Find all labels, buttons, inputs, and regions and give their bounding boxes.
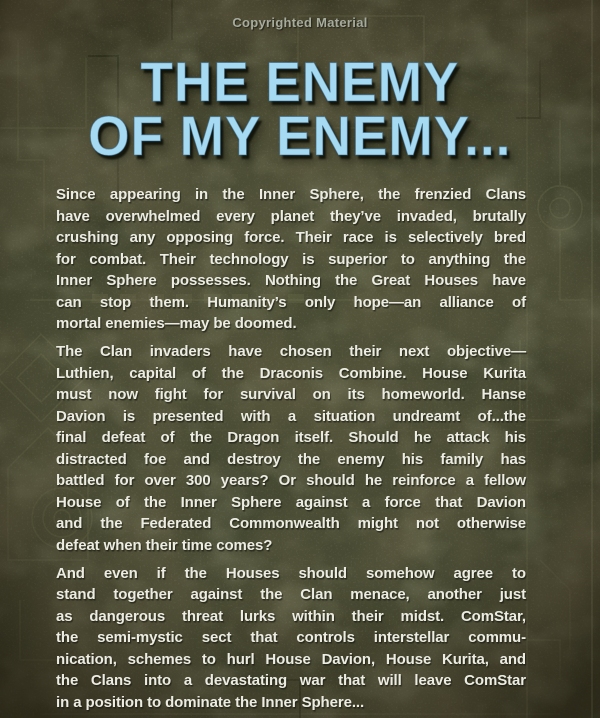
text-line: Luthien, capital of the Draconis Combine. House Kurita — [56, 364, 526, 382]
text-line: mortal enemies—may be doomed. — [56, 315, 297, 332]
text-line: crushing any opposing force. Their race is selectively bred — [56, 229, 526, 246]
text-line: The Clan invaders have chosen their next objective— — [56, 343, 526, 360]
text-line: in a position to dominate the Inner Sphere... — [56, 693, 365, 711]
text-line: Inner Sphere possesses. Nothing the Great Houses have — [56, 272, 526, 289]
text-line: defeat when their time comes? — [56, 536, 273, 554]
text-line: must now fight for survival on its homeworld. Hanse — [56, 386, 526, 403]
text-line: final defeat of the Dragon itself. Should he attack his — [56, 429, 526, 446]
synopsis-text — [56, 184, 526, 718]
text-line: nication, schemes to hurl House Davion, House Kurita, and — [56, 650, 526, 668]
synopsis-paragraph-2 — [56, 341, 526, 556]
text-line: House of the Inner Sphere against a force that Davion — [56, 493, 526, 511]
text-line: and the Federated Commonwealth might not otherwise — [56, 515, 526, 532]
title-line-2: OF MY ENEMY... — [88, 104, 512, 167]
text-line: Since appearing in the Inner Sphere, the frenzied Clans — [56, 186, 526, 203]
text-line: for combat. Their technology is superior to anything the — [56, 250, 526, 268]
text-line: as dangerous threat lurks within their midst. ComStar, — [56, 607, 526, 625]
text-line: the semi-mystic sect that controls interstellar commu- — [56, 629, 526, 646]
text-line: Davion is presented with a situation undreamt of...the — [56, 407, 526, 425]
text-line: can stop them. Humanity’s only hope—an alliance of — [56, 293, 526, 311]
text-line: stand together against the Clan menace, another just — [56, 586, 526, 603]
text-line: the Clans into a devastating war that will leave ComStar — [56, 672, 526, 689]
copyright-notice: Copyrighted Material — [232, 15, 368, 30]
cover-title — [0, 50, 600, 167]
synopsis-paragraph-3 — [56, 563, 526, 714]
text-line: And even if the Houses should somehow agree to — [56, 564, 526, 582]
synopsis-paragraph-1 — [56, 184, 526, 335]
text-line: have overwhelmed every planet they’ve invaded, brutally — [56, 207, 526, 225]
text-line: distracted foe and destroy the enemy his family has — [56, 450, 526, 468]
title-line-1: THE ENEMY — [140, 50, 460, 113]
text-line: battled for over 300 years? Or should he reinforce a fellow — [56, 472, 526, 489]
